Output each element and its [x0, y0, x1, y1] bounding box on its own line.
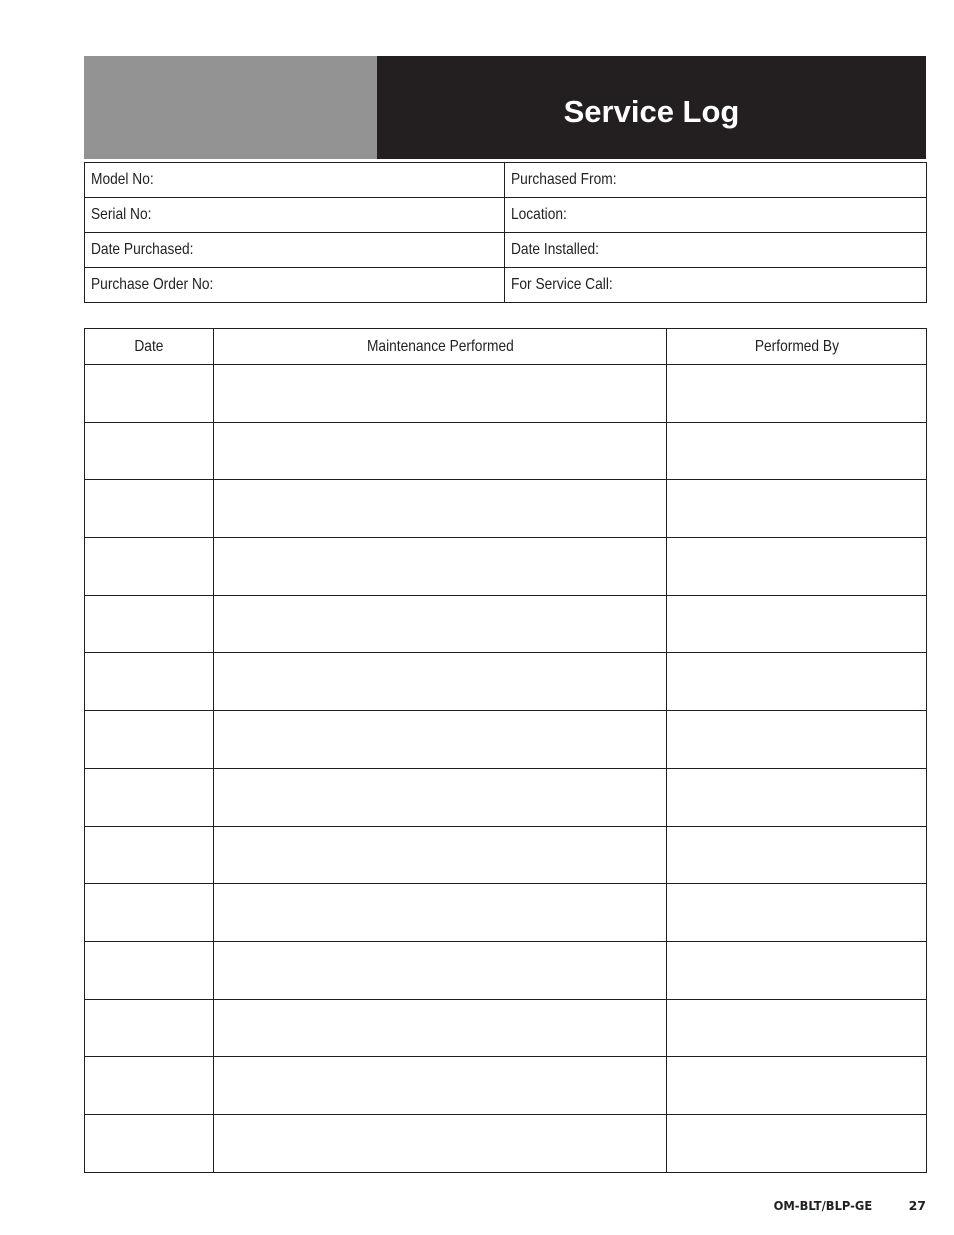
location-field[interactable]: Location: [505, 198, 927, 233]
log-row [85, 538, 927, 596]
for-service-call-field[interactable]: For Service Call: [505, 268, 927, 303]
info-row [85, 163, 927, 198]
info-row [85, 268, 927, 303]
log-cell-date[interactable] [85, 538, 214, 596]
date-purchased-field[interactable]: Date Purchased: [85, 233, 505, 268]
log-row [85, 1114, 927, 1172]
log-cell-performed-by[interactable] [667, 595, 927, 653]
log-row [85, 999, 927, 1057]
serial-no-field[interactable]: Serial No: [85, 198, 505, 233]
log-row [85, 884, 927, 942]
log-cell-performed-by[interactable] [667, 768, 927, 826]
document-code: OM-BLT/BLP-GE [773, 1198, 873, 1213]
log-cell-performed-by[interactable] [667, 941, 927, 999]
log-cell-performed-by[interactable] [667, 653, 927, 711]
log-cell-maintenance[interactable] [214, 999, 667, 1057]
column-header-performed-by: Performed By [667, 329, 927, 365]
log-cell-date[interactable] [85, 422, 214, 480]
log-cell-performed-by[interactable] [667, 1114, 927, 1172]
log-cell-performed-by[interactable] [667, 884, 927, 942]
log-cell-maintenance[interactable] [214, 1114, 667, 1172]
log-row [85, 1057, 927, 1115]
log-cell-performed-by[interactable] [667, 365, 927, 423]
column-header-date: Date [85, 329, 214, 365]
log-cell-performed-by[interactable] [667, 480, 927, 538]
header-gray-band [84, 56, 377, 159]
log-cell-date[interactable] [85, 884, 214, 942]
log-row [85, 653, 927, 711]
log-cell-date[interactable] [85, 768, 214, 826]
log-cell-date[interactable] [85, 999, 214, 1057]
page-title: Service Log [563, 94, 740, 129]
log-row [85, 422, 927, 480]
log-cell-maintenance[interactable] [214, 538, 667, 596]
log-cell-performed-by[interactable] [667, 826, 927, 884]
log-cell-maintenance[interactable] [214, 826, 667, 884]
log-row [85, 711, 927, 769]
log-cell-date[interactable] [85, 653, 214, 711]
info-row [85, 233, 927, 268]
log-cell-performed-by[interactable] [667, 422, 927, 480]
log-row [85, 826, 927, 884]
log-cell-performed-by[interactable] [667, 999, 927, 1057]
log-cell-maintenance[interactable] [214, 422, 667, 480]
log-cell-maintenance[interactable] [214, 653, 667, 711]
log-cell-date[interactable] [85, 365, 214, 423]
date-installed-field[interactable]: Date Installed: [505, 233, 927, 268]
log-cell-date[interactable] [85, 595, 214, 653]
log-cell-date[interactable] [85, 711, 214, 769]
log-cell-date[interactable] [85, 1114, 214, 1172]
page-footer [700, 1198, 926, 1213]
info-row [85, 198, 927, 233]
header-dark-band [377, 56, 926, 159]
log-cell-performed-by[interactable] [667, 1057, 927, 1115]
log-cell-maintenance[interactable] [214, 884, 667, 942]
log-cell-performed-by[interactable] [667, 538, 927, 596]
log-row [85, 941, 927, 999]
log-cell-maintenance[interactable] [214, 711, 667, 769]
log-row [85, 365, 927, 423]
log-cell-maintenance[interactable] [214, 768, 667, 826]
log-header-row [85, 329, 927, 365]
log-cell-maintenance[interactable] [214, 941, 667, 999]
log-row [85, 480, 927, 538]
log-cell-maintenance[interactable] [214, 595, 667, 653]
log-cell-maintenance[interactable] [214, 365, 667, 423]
log-body [85, 365, 927, 1173]
service-log-table [84, 328, 927, 1173]
log-row [85, 595, 927, 653]
column-header-maintenance-performed: Maintenance Performed [214, 329, 667, 365]
log-cell-date[interactable] [85, 1057, 214, 1115]
log-cell-maintenance[interactable] [214, 480, 667, 538]
log-cell-date[interactable] [85, 941, 214, 999]
purchased-from-field[interactable]: Purchased From: [505, 163, 927, 198]
log-cell-performed-by[interactable] [667, 711, 927, 769]
log-cell-date[interactable] [85, 480, 214, 538]
equipment-info-table [84, 162, 927, 303]
log-row [85, 768, 927, 826]
log-cell-maintenance[interactable] [214, 1057, 667, 1115]
purchase-order-no-field[interactable]: Purchase Order No: [85, 268, 505, 303]
page-number: 27 [908, 1198, 926, 1213]
log-cell-date[interactable] [85, 826, 214, 884]
model-no-field[interactable]: Model No: [85, 163, 505, 198]
